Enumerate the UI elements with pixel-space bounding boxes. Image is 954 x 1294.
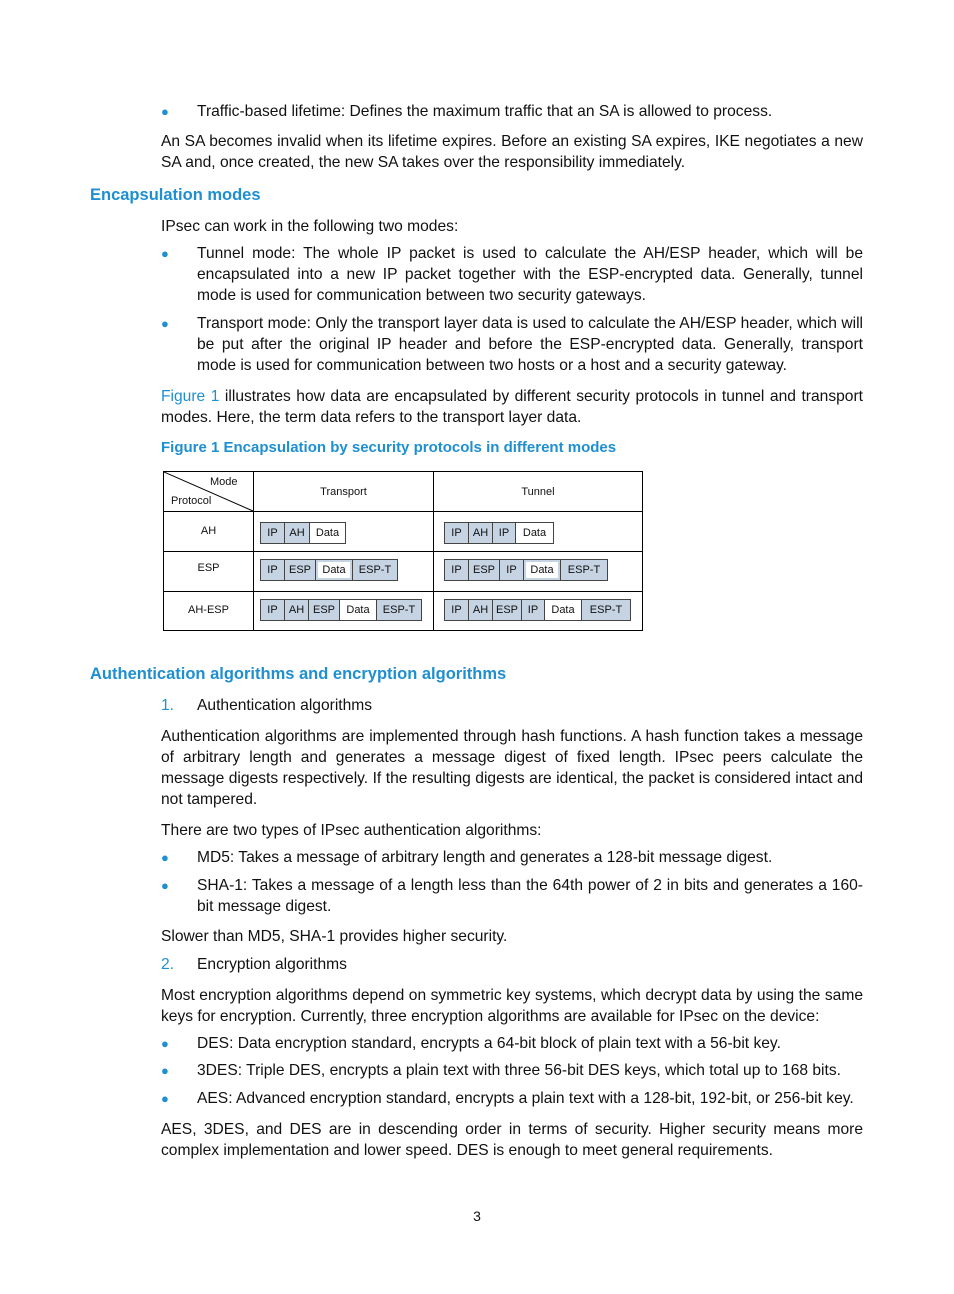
bullet-tunnel-mode: ● Tunnel mode: The whole IP packet is used to calculate the AH/ESP header, which will be encapsulated into a new IP packet together with the ESP-encrypted data. Generally, tunnel mode is used for communication between two security gateways. <box>161 245 863 304</box>
packet-segment: Data <box>523 559 561 581</box>
packet-segment: IP <box>444 559 469 581</box>
bullet-des: ● DES: Data encryption standard, encrypts a 64-bit block of plain text with a 56-bit key. <box>161 1035 781 1052</box>
bullet-dot-icon: ● <box>161 850 169 865</box>
packet-ah-esp-tunnel <box>444 599 630 621</box>
packet-segment: IP <box>260 559 285 581</box>
figure-caption: Figure 1 Encapsulation by security protocols in different modes <box>161 439 617 456</box>
packet-segment: IP <box>499 559 524 581</box>
bullet-aes: ● AES: Advanced encryption standard, encrypts a plain text with a 128-bit, 192-bit, or 256-bit key. <box>161 1090 854 1107</box>
packet-ah-tunnel <box>444 522 515 544</box>
para-auth-algorithms: Authentication algorithms are implemented through hash functions. A hash function takes a message of arbitrary length and generates a message digest of fixed length. IPsec peers calculate the message digests respectively. If the resulting digests are identical, the packet is considered intact and not tampered. <box>161 728 863 808</box>
bullet-dot-icon: ● <box>161 246 169 261</box>
packet-segment: ESP <box>468 559 500 581</box>
corner-mode-label: Mode <box>210 476 238 488</box>
bullet-3des: ● 3DES: Triple DES, encrypts a plain text with three 56-bit DES keys, which total up to 168 bits. <box>161 1062 841 1079</box>
packet-segment: IP <box>444 522 469 544</box>
row-label-esp: ESP <box>197 562 220 574</box>
packet-segment: AH <box>284 599 309 621</box>
packet-segment: ESP <box>284 559 316 581</box>
packet-esp-tunnel <box>444 559 607 581</box>
bullet-transport-mode: ● Transport mode: Only the transport layer data is used to calculate the AH/ESP header, which will be put after the original IP header and before the ESP-encrypted data. Generally, transport mode is used for communication between two hosts or a host and a security gateway. <box>161 315 863 374</box>
figure-1-link[interactable]: Figure 1 <box>161 388 220 405</box>
para-sha1-note: Slower than MD5, SHA-1 provides higher security. <box>161 928 508 945</box>
bullet-dot-icon: ● <box>161 1036 169 1051</box>
packet-segment: ESP <box>308 599 340 621</box>
figure-row-divider <box>164 591 642 592</box>
heading-algorithms: Authentication algorithms and encryption algorithms <box>90 665 507 683</box>
packet-segment: AH <box>468 599 493 621</box>
packet-segment: AH <box>468 522 493 544</box>
bullet-traffic-lifetime: ● Traffic-based lifetime: Defines the maximum traffic that an SA is allowed to process. <box>161 103 773 120</box>
heading-encapsulation-modes: Encapsulation modes <box>90 186 261 204</box>
bullet-dot-icon: ● <box>161 878 169 893</box>
packet-segment: IP <box>521 599 545 621</box>
figure-row-divider <box>164 551 642 552</box>
para-figure-intro: Figure 1 illustrates how data are encapsulated by different security protocols in tunnel and transport modes. Here, the term data refers to the transport layer data. <box>161 388 863 426</box>
bullet-md5: ● MD5: Takes a message of arbitrary length and generates a 128-bit message digest. <box>161 849 773 866</box>
packet-segment: Data <box>315 559 353 581</box>
packet-ah-tunnel-data <box>515 522 553 544</box>
row-label-ah: AH <box>200 525 217 537</box>
para-security-order: AES, 3DES, and DES are in descending order in terms of security. Higher security means more complex implementation and lower speed. DES is enough to meet general requirements. <box>161 1121 863 1159</box>
packet-segment: AH <box>284 522 310 544</box>
packet-segment: Data <box>309 522 346 544</box>
bullet-dot-icon: ● <box>161 1091 169 1106</box>
packet-segment: Data <box>515 522 554 544</box>
para-sa-invalid: An SA becomes invalid when its lifetime expires. Before an existing SA expires, IKE negotiates a new SA and, once created, the new SA takes over the responsibility immediately. <box>161 133 863 171</box>
encapsulation-figure <box>163 471 643 631</box>
para-two-modes: IPsec can work in the following two modes: <box>161 218 459 235</box>
packet-segment: Data <box>544 599 582 621</box>
packet-ah-transport <box>260 522 345 544</box>
packet-esp-transport <box>260 559 397 581</box>
corner-protocol-label: Protocol <box>171 495 212 507</box>
col-header-transport: Transport <box>320 486 367 498</box>
packet-segment: ESP <box>492 599 522 621</box>
para-encryption-algorithms: Most encryption algorithms depend on symmetric key systems, which decrypt data by using the same keys for encryption. Currently, three encryption algorithms are available for IPsec on the device: <box>161 987 863 1025</box>
bullet-dot-icon: ● <box>161 316 169 331</box>
packet-segment: ESP-T <box>352 559 398 581</box>
packet-segment: ESP-T <box>376 599 422 621</box>
bullet-dot-icon: ● <box>161 104 169 119</box>
packet-segment: ESP-T <box>560 559 608 581</box>
packet-segment: IP <box>492 522 516 544</box>
packet-segment: Data <box>339 599 377 621</box>
bullet-sha1: ● SHA-1: Takes a message of a length less than the 64th power of 2 in bits and generates a 160-bit message digest. <box>161 877 863 915</box>
col-header-tunnel: Tunnel <box>521 486 555 498</box>
para-auth-types: There are two types of IPsec authentication algorithms: <box>161 822 542 839</box>
packet-segment: IP <box>260 522 285 544</box>
packet-segment: IP <box>444 599 469 621</box>
numbered-item-authentication: 1. Authentication algorithms <box>161 697 373 714</box>
page-number: 3 <box>473 1208 481 1224</box>
numbered-item-encryption: 2. Encryption algorithms <box>161 956 347 973</box>
packet-segment: ESP-T <box>581 599 631 621</box>
bullet-dot-icon: ● <box>161 1063 169 1078</box>
row-label-ah-esp: AH-ESP <box>188 604 229 616</box>
packet-ah-esp-transport <box>260 599 421 621</box>
packet-segment: IP <box>260 599 285 621</box>
